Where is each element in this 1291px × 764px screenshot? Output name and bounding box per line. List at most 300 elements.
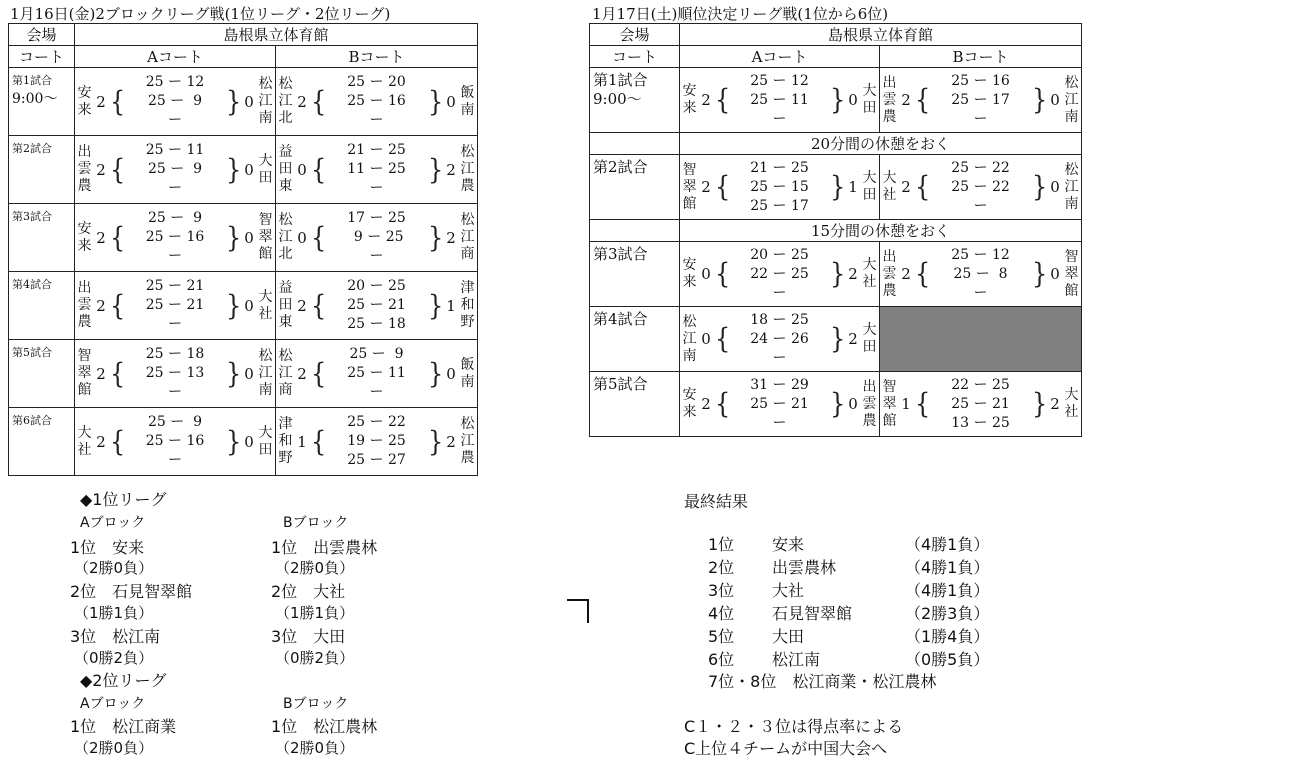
left-score: 2 xyxy=(297,92,307,111)
court-a-label: Aコート xyxy=(680,46,880,68)
bracket-mark xyxy=(567,599,589,623)
team-char: 社 xyxy=(258,305,273,322)
match-cell xyxy=(680,372,880,437)
day2-schedule-table xyxy=(589,23,1082,437)
right-score: 2 xyxy=(446,228,456,247)
game-time: 9:00〜 xyxy=(593,90,642,108)
set-scores xyxy=(325,73,428,130)
team-char: 飯 xyxy=(460,84,475,101)
team-char: 江 xyxy=(460,161,475,177)
match-cell xyxy=(75,68,276,136)
set-scores xyxy=(729,376,830,433)
brace-open: { xyxy=(915,387,931,421)
set-score: 25 ー 12 xyxy=(750,72,809,89)
game-label xyxy=(9,68,75,136)
left-score: 1 xyxy=(297,432,307,451)
team-char: 南 xyxy=(258,382,273,398)
team-char: 出 xyxy=(882,74,897,91)
right-score: 0 xyxy=(244,296,254,315)
team-right xyxy=(258,76,275,127)
league1-a-rec2: （1勝1負） xyxy=(74,604,154,622)
team-char: 大 xyxy=(882,170,897,186)
brace-open: { xyxy=(915,170,931,204)
set-score: 25 ー 12 xyxy=(145,74,205,90)
league1-b-rank3: 3位 大田 xyxy=(271,627,346,646)
rest-blank xyxy=(590,220,680,242)
final-rank: 3位 xyxy=(708,581,735,600)
game-label xyxy=(590,155,680,220)
team-char: 津 xyxy=(278,416,293,432)
team-char: 田 xyxy=(862,100,877,116)
set-score: ー xyxy=(168,384,182,400)
team-right xyxy=(258,212,275,263)
game-label xyxy=(9,340,75,408)
team-char: 津 xyxy=(460,280,475,296)
team-char: 翠 xyxy=(882,395,897,412)
match-cell xyxy=(276,408,478,476)
match-cell xyxy=(75,408,276,476)
game-label xyxy=(590,372,680,437)
brace-close: } xyxy=(830,387,846,421)
game-row xyxy=(590,155,1082,220)
right-score: 2 xyxy=(1050,395,1060,413)
team-char: 松 xyxy=(1064,74,1079,91)
game-row xyxy=(9,340,478,408)
brace-open: { xyxy=(715,83,731,117)
brace-open: { xyxy=(110,357,126,390)
set-score: 25 ー 11 xyxy=(145,142,205,158)
brace-close: } xyxy=(226,357,242,390)
team-char: 江 xyxy=(1064,178,1079,195)
venue-label: 会場 xyxy=(9,24,75,46)
team-right xyxy=(460,416,477,467)
game-label xyxy=(9,272,75,340)
team-char: 智 xyxy=(682,161,697,178)
game-number: 第4試合 xyxy=(12,278,52,291)
set-scores xyxy=(124,141,226,198)
brace-open: { xyxy=(715,322,731,356)
team-char: 大 xyxy=(862,322,877,338)
league1-b-rec2: （1勝1負） xyxy=(275,604,355,622)
final-record: （4勝1負） xyxy=(905,535,990,554)
team-char: 雲 xyxy=(882,91,897,108)
league1-a-rec1: （2勝0負） xyxy=(74,559,154,577)
set-score: 25 ー 27 xyxy=(347,452,406,468)
team-char: 翠 xyxy=(258,229,273,245)
set-score: 25 ー 13 xyxy=(145,365,205,381)
left-score: 2 xyxy=(96,92,106,111)
match-cell xyxy=(880,68,1082,133)
team-right xyxy=(460,280,477,331)
team-char: 田 xyxy=(258,441,273,458)
team-char: 野 xyxy=(278,450,293,466)
game-label xyxy=(9,136,75,204)
final-team: 石見智翠館 xyxy=(772,604,853,623)
right-score: 0 xyxy=(446,364,456,383)
team-char: 雲 xyxy=(77,297,92,313)
set-score: 11 ー 25 xyxy=(347,161,406,177)
brace-close: } xyxy=(428,221,444,254)
match-cell xyxy=(75,136,276,204)
team-char: 野 xyxy=(460,314,475,330)
set-score: 20 ー 25 xyxy=(750,246,809,263)
team-char: 松 xyxy=(460,416,475,432)
set-score: 25 ー 12 xyxy=(951,246,1010,263)
final-rank: 6位 xyxy=(708,650,735,669)
final-rank: 1位 xyxy=(708,535,735,554)
game-row xyxy=(9,408,478,476)
team-char: 社 xyxy=(77,441,92,458)
team-right xyxy=(862,379,879,430)
team-char: 大 xyxy=(77,424,92,441)
team-char: 大 xyxy=(1064,387,1079,403)
left-score: 1 xyxy=(901,395,911,413)
team-left xyxy=(276,280,293,331)
game-label xyxy=(590,68,680,133)
team-left xyxy=(276,416,293,467)
set-score: 25 ー 22 xyxy=(951,178,1010,195)
league1-a-rank1: 1位 安来 xyxy=(70,538,145,557)
brace-open: { xyxy=(110,85,126,118)
game-label xyxy=(9,204,75,272)
team-char: 安 xyxy=(77,84,92,101)
team-right xyxy=(1064,162,1081,213)
team-char: 農 xyxy=(77,314,92,330)
brace-close: } xyxy=(1032,387,1048,421)
match-cell xyxy=(880,242,1082,307)
set-score: 25 ー 9 xyxy=(147,414,203,430)
game-row xyxy=(9,272,478,340)
right-score: 0 xyxy=(848,395,858,413)
rest-note: 20分間の休憩をおく xyxy=(680,133,1082,155)
game-number: 第2試合 xyxy=(593,158,648,176)
brace-close: } xyxy=(1032,170,1048,204)
rest-row xyxy=(590,220,1082,242)
set-score: ー xyxy=(168,452,182,468)
game-label xyxy=(9,408,75,476)
set-score: 25 ー 21 xyxy=(347,297,406,313)
team-left xyxy=(680,387,697,421)
team-char: 農 xyxy=(77,178,92,194)
match-cell xyxy=(75,340,276,408)
set-score: 21 ー 25 xyxy=(347,142,406,158)
team-char: 館 xyxy=(1064,282,1079,299)
match-cell xyxy=(680,242,880,307)
match-cell xyxy=(276,68,478,136)
team-char: 松 xyxy=(278,212,293,228)
set-score: ー xyxy=(168,112,182,128)
right-score: 2 xyxy=(848,265,858,283)
court-label: コート xyxy=(590,46,680,68)
brace-open: { xyxy=(110,289,126,322)
league1-a-rank2: 2位 石見智翠館 xyxy=(70,582,193,601)
brace-close: } xyxy=(1032,83,1048,117)
team-left xyxy=(75,85,92,119)
brace-open: { xyxy=(110,153,126,186)
match xyxy=(276,209,477,266)
game-number: 第5試合 xyxy=(593,375,648,393)
game-number: 第5試合 xyxy=(12,346,52,359)
match xyxy=(276,277,477,334)
brace-close: } xyxy=(226,425,242,458)
set-score: 25 ー 21 xyxy=(145,278,205,294)
set-scores xyxy=(325,277,428,334)
team-right xyxy=(460,144,477,195)
team-char: 来 xyxy=(682,100,697,116)
brace-open: { xyxy=(311,85,327,118)
set-score: 9 ー 25 xyxy=(349,229,404,245)
team-left xyxy=(680,83,697,117)
left-score: 2 xyxy=(96,160,106,179)
right-score: 0 xyxy=(1050,265,1060,283)
team-char: 松 xyxy=(1064,161,1079,178)
game-number: 第6試合 xyxy=(12,414,52,427)
right-score: 0 xyxy=(446,92,456,111)
set-score: 25 ー 21 xyxy=(145,297,205,313)
match xyxy=(75,209,275,266)
set-score: ー xyxy=(772,349,787,366)
set-score: ー xyxy=(369,112,384,128)
team-char: 松 xyxy=(460,212,475,228)
team-char: 農 xyxy=(862,412,877,429)
team-char: 飯 xyxy=(460,356,475,373)
set-score: ー xyxy=(772,284,787,301)
team-char: 大 xyxy=(862,170,877,186)
team-char: 智 xyxy=(1064,248,1079,265)
team-char: 来 xyxy=(77,101,92,118)
final-team: 松江南 xyxy=(772,650,821,669)
final-note-2: C上位４チームが中国大会へ xyxy=(684,739,888,758)
league1-b-rec1: （2勝0負） xyxy=(275,559,355,577)
set-score: 25 ー 16 xyxy=(145,433,205,449)
final-team: 安来 xyxy=(772,535,805,554)
team-left xyxy=(880,170,897,204)
brace-open: { xyxy=(110,221,126,254)
right-score: 0 xyxy=(848,91,858,109)
right-score: 2 xyxy=(848,330,858,348)
team-char: 出 xyxy=(77,144,92,160)
left-score: 0 xyxy=(297,160,307,179)
brace-open: { xyxy=(311,221,327,254)
match xyxy=(276,413,477,470)
team-char: 南 xyxy=(460,373,475,390)
team-char: 来 xyxy=(682,404,697,420)
team-char: 南 xyxy=(460,101,475,118)
match-cell xyxy=(276,204,478,272)
team-right xyxy=(460,357,477,391)
team-char: 南 xyxy=(1064,195,1079,212)
team-left xyxy=(75,425,92,459)
match xyxy=(880,72,1081,129)
brace-open: { xyxy=(915,257,931,291)
right-score: 0 xyxy=(244,160,254,179)
game-label xyxy=(590,242,680,307)
team-left xyxy=(75,144,92,195)
final-record: （1勝4負） xyxy=(905,627,990,646)
set-score: ー xyxy=(772,110,787,127)
team-char: 翠 xyxy=(1064,265,1079,282)
set-score: ー xyxy=(369,384,384,400)
set-score: 18 ー 25 xyxy=(750,311,809,328)
team-char: 館 xyxy=(77,382,92,398)
team-left xyxy=(276,144,293,195)
team-char: 社 xyxy=(1064,404,1079,420)
right-score: 2 xyxy=(446,432,456,451)
match-cell xyxy=(75,272,276,340)
match-cell xyxy=(680,68,880,133)
empty-cell xyxy=(880,307,1082,372)
right-score: 0 xyxy=(244,92,254,111)
set-score: 25 ー 9 xyxy=(147,93,203,109)
match xyxy=(276,141,477,198)
team-char: 田 xyxy=(862,187,877,203)
right-score: 0 xyxy=(244,432,254,451)
set-score: ー xyxy=(168,180,182,196)
final-heading: 最終結果 xyxy=(684,492,749,511)
brace-close: } xyxy=(428,85,444,118)
set-score: 22 ー 25 xyxy=(750,265,809,282)
league1-block-b-label: Bブロック xyxy=(283,515,349,531)
brace-open: { xyxy=(311,289,327,322)
league2-heading: ◆2位リーグ xyxy=(80,671,167,690)
team-char: 来 xyxy=(77,237,92,254)
brace-close: } xyxy=(830,170,846,204)
final-rank: 4位 xyxy=(708,604,735,623)
left-score: 2 xyxy=(297,364,307,383)
team-char: 江 xyxy=(278,93,293,109)
day1-title: 1月16日(金)2ブロックリーグ戦(1位リーグ・2位リーグ) xyxy=(10,5,391,23)
team-char: 東 xyxy=(278,178,293,194)
brace-close: } xyxy=(830,257,846,291)
set-score: 25 ー 18 xyxy=(347,316,406,332)
team-right xyxy=(862,257,879,291)
team-left xyxy=(880,379,897,430)
league1-block-a-label: Aブロック xyxy=(80,515,146,531)
brace-close: } xyxy=(226,153,242,186)
venue-label: 会場 xyxy=(590,24,680,46)
set-scores xyxy=(124,413,226,470)
team-left xyxy=(680,162,697,213)
match xyxy=(680,311,879,368)
team-char: 大 xyxy=(258,288,273,305)
brace-close: } xyxy=(428,425,444,458)
set-scores xyxy=(124,277,226,334)
team-char: 雲 xyxy=(77,161,92,177)
set-score: 25 ー 17 xyxy=(750,197,809,214)
league2-a-rec1: （2勝0負） xyxy=(74,739,154,757)
set-scores xyxy=(124,209,226,266)
match-cell xyxy=(880,155,1082,220)
set-score: ー xyxy=(973,110,988,127)
game-label xyxy=(590,307,680,372)
left-score: 2 xyxy=(701,178,711,196)
team-char: 大 xyxy=(258,152,273,169)
set-score: 31 ー 29 xyxy=(750,376,809,393)
match xyxy=(75,345,275,402)
brace-close: } xyxy=(830,322,846,356)
league2-b-rank1: 1位 松江農林 xyxy=(271,717,378,736)
team-char: 江 xyxy=(460,433,475,449)
team-char: 翠 xyxy=(77,365,92,381)
team-char: 田 xyxy=(258,169,273,186)
set-score: 19 ー 25 xyxy=(347,433,406,449)
left-score: 2 xyxy=(901,91,911,109)
match xyxy=(680,246,879,303)
league1-b-rank2: 2位 大社 xyxy=(271,582,346,601)
match-cell xyxy=(276,340,478,408)
match xyxy=(75,277,275,334)
game-row xyxy=(590,307,1082,372)
league1-b-rank1: 1位 出雲農林 xyxy=(271,538,378,557)
team-char: 大 xyxy=(862,83,877,99)
set-score: 25 ー 11 xyxy=(750,91,809,108)
set-score: ー xyxy=(168,248,182,264)
left-score: 0 xyxy=(701,330,711,348)
final-row-7-8: 7位・8位 松江商業・松江農林 xyxy=(708,672,937,691)
set-scores xyxy=(929,159,1032,216)
left-score: 2 xyxy=(297,296,307,315)
set-score: ー xyxy=(168,316,182,332)
team-left xyxy=(75,221,92,255)
league1-a-rank3: 3位 松江南 xyxy=(70,627,161,646)
team-char: 安 xyxy=(77,220,92,237)
left-score: 2 xyxy=(701,91,711,109)
brace-open: { xyxy=(715,387,731,421)
team-char: 田 xyxy=(278,297,293,313)
final-record: （0勝5負） xyxy=(905,650,990,669)
right-score: 2 xyxy=(446,160,456,179)
team-char: 田 xyxy=(278,161,293,177)
team-char: 松 xyxy=(682,313,697,330)
right-score: 0 xyxy=(1050,178,1060,196)
set-scores xyxy=(124,345,226,402)
league2-a-rank1: 1位 松江商業 xyxy=(70,717,177,736)
brace-open: { xyxy=(915,83,931,117)
match xyxy=(680,72,879,129)
team-char: 安 xyxy=(682,387,697,403)
set-score: ー xyxy=(973,284,988,301)
set-scores xyxy=(929,72,1032,129)
left-score: 0 xyxy=(701,265,711,283)
team-char: 田 xyxy=(862,339,877,355)
team-char: 江 xyxy=(1064,91,1079,108)
match xyxy=(75,413,275,470)
game-row xyxy=(590,372,1082,437)
team-char: 社 xyxy=(862,274,877,290)
set-scores xyxy=(729,311,830,368)
team-char: 江 xyxy=(258,365,273,381)
team-char: 雲 xyxy=(862,395,877,412)
team-char: 大 xyxy=(862,257,877,273)
team-left xyxy=(880,75,897,126)
venue-name: 島根県立体育館 xyxy=(680,24,1082,46)
court-b-label: Bコート xyxy=(276,46,478,68)
brace-close: } xyxy=(1032,257,1048,291)
set-scores xyxy=(729,246,830,303)
brace-close: } xyxy=(226,85,242,118)
brace-open: { xyxy=(715,170,731,204)
final-team: 大社 xyxy=(772,581,805,600)
left-score: 2 xyxy=(701,395,711,413)
league1-b-rec3: （0勝2負） xyxy=(275,649,355,667)
team-char: 安 xyxy=(682,257,697,273)
team-char: 益 xyxy=(278,280,293,296)
brace-close: } xyxy=(830,83,846,117)
game-row xyxy=(9,204,478,272)
right-score: 0 xyxy=(1050,91,1060,109)
set-score: 25 ー 20 xyxy=(347,74,406,90)
team-right xyxy=(258,289,275,323)
